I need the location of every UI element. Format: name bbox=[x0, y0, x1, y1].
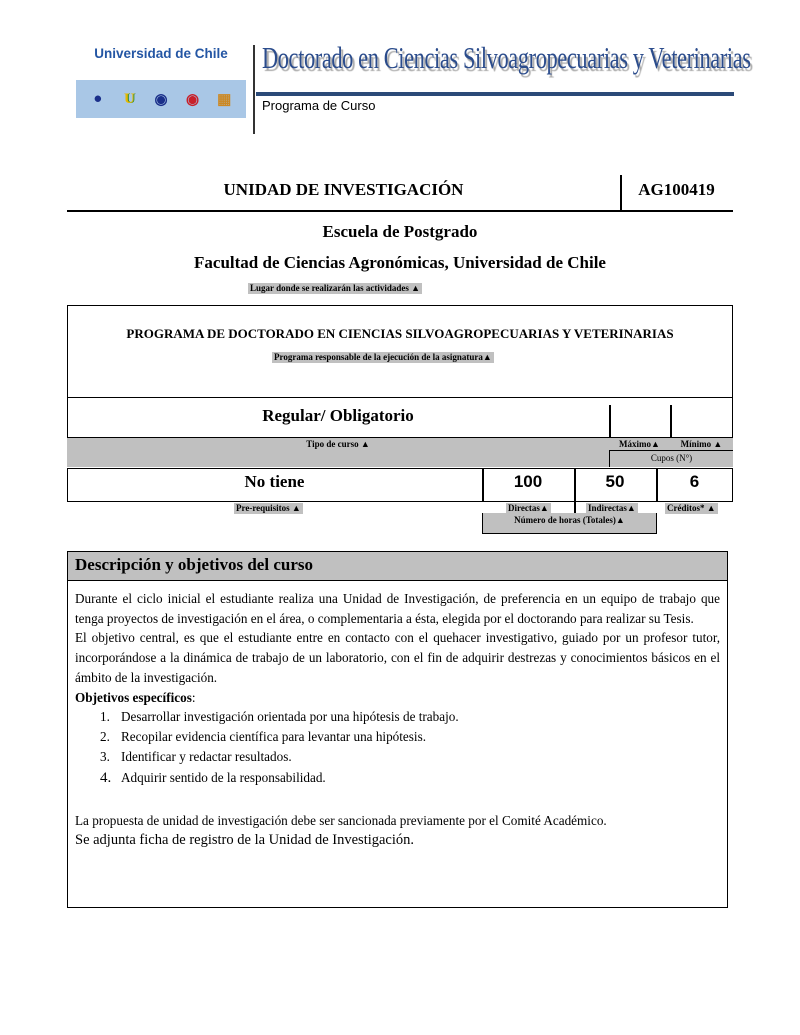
description-p3: La propuesta de unidad de investigación debe ser sancionada previamente por el Comité Académico. bbox=[75, 813, 607, 829]
list-item: 1. Desarrollar investigación orientada por una hipótesis de trabajo. bbox=[100, 709, 459, 725]
program-label: Programa responsable de la ejecución de la asignatura▲ bbox=[274, 352, 492, 362]
objectives-list bbox=[100, 707, 720, 790]
description-section: Descripción y objetivos del curso Durante el ciclo inicial el estudiante realiza una Unidad de Investigación, de preferencia en un equipo de trabajo que tenga proyectos de investigación en el área, o complementaria a ésta, elegida por el doctorando para realizar su Tesis. El objetivo central, es que el estudiante entre en contacto con el quehacer investigativo, guiado por un profesor tutor, incorporándose a la dinámica de trabajo de un laboratorio, con el fin de adquirir destrezas y conocimientos básicos en el ámbito de la investigación. Objetivos específicos: 1. Desarrollar investigación orientada por una hipótesis de trabajo. 2. Recopilar evidencia científica para levantar una hipótesis. 3. Identificar y redactar resultados. 4. Adquirir sentido de la responsabilidad. La propuesta de unidad de investigación debe ser sancionada previamente por el Comité Académico. Se adjunta ficha de registro de la Unidad de Investigación. bbox=[67, 551, 728, 908]
credits-label: Créditos* ▲ bbox=[667, 503, 716, 513]
school: Escuela de Postgrado bbox=[322, 222, 478, 241]
header-rule bbox=[256, 92, 734, 96]
cupos-label: Cupos (N°) bbox=[609, 450, 733, 467]
person-logo-icon: ● bbox=[93, 90, 103, 107]
list-item: 4. Adquirir sentido de la responsabilidad. bbox=[100, 770, 326, 787]
list-item: 3. Identificar y redactar resultados. bbox=[100, 748, 292, 764]
description-p4: Se adjunta ficha de registro de la Unidad de Investigación. bbox=[75, 832, 415, 849]
course-code: AG100419 bbox=[638, 180, 715, 199]
type-label: Tipo de curso ▲ bbox=[306, 439, 370, 449]
logo-strip bbox=[76, 80, 246, 118]
title-rule bbox=[67, 210, 733, 212]
course-type: Regular/ Obligatorio bbox=[262, 406, 414, 425]
min-cell-divider bbox=[670, 405, 672, 438]
max-label: Máximo▲ bbox=[619, 439, 660, 449]
chile-logo-icon: ▦ bbox=[217, 91, 232, 108]
university-name: Universidad de Chile bbox=[94, 46, 228, 61]
u-logo-icon: U bbox=[123, 90, 135, 107]
indirect-label: Indirectas▲ bbox=[588, 503, 636, 513]
program-name: PROGRAMA DE DOCTORADO EN CIENCIAS SILVOAGROPECUARIAS Y VETERINARIAS bbox=[126, 326, 674, 341]
description-p1: Durante el ciclo inicial el estudiante realiza una Unidad de Investigación, de preferencia en un equipo de trabajo que tenga proyectos de investigación en el área, o complementaria a ésta, elegida por el doctorando para realizar su Tesis. bbox=[75, 591, 720, 626]
description-p2: El objetivo central, es que el estudiante entre en contacto con el quehacer investigativo, guiado por un profesor tutor, incorporándose a la dinámica de trabajo de un laboratorio, con el fin de adquirir destrezas y conocimientos básicos en el ámbito de la investigación. bbox=[75, 630, 720, 685]
course-name: UNIDAD DE INVESTIGACIÓN bbox=[223, 180, 464, 199]
credits: 6 bbox=[689, 472, 700, 491]
direct-hours: 100 bbox=[513, 472, 543, 491]
location-label: Lugar donde se realizarán las actividades ▲ bbox=[250, 283, 421, 293]
program-title: Doctorado en Ciencias Silvoagropecuarias y Veterinarias bbox=[262, 40, 751, 75]
crest-logo-icon: ◉ bbox=[186, 91, 200, 108]
prereq-value: No tiene bbox=[244, 472, 305, 491]
direct-label: Directas▲ bbox=[508, 503, 549, 513]
objectives-heading: Objetivos específicos bbox=[75, 689, 192, 705]
list-item: 2. Recopilar evidencia científica para levantar una hipótesis. bbox=[100, 728, 427, 744]
min-label: Mínimo ▲ bbox=[680, 439, 723, 449]
prereq-label: Pre-requisitos ▲ bbox=[236, 503, 301, 513]
faculty: Facultad de Ciencias Agronómicas, Universidad de Chile bbox=[194, 253, 606, 272]
header-divider bbox=[253, 45, 255, 134]
description-heading: Descripción y objetivos del curso bbox=[68, 552, 727, 581]
page-subtitle: Programa de Curso bbox=[262, 98, 376, 113]
max-cell-divider bbox=[609, 405, 611, 438]
indirect-hours: 50 bbox=[605, 472, 625, 491]
hours-label: Número de horas (Totales)▲ bbox=[482, 513, 657, 534]
seal-logo-icon: ◉ bbox=[154, 91, 168, 108]
